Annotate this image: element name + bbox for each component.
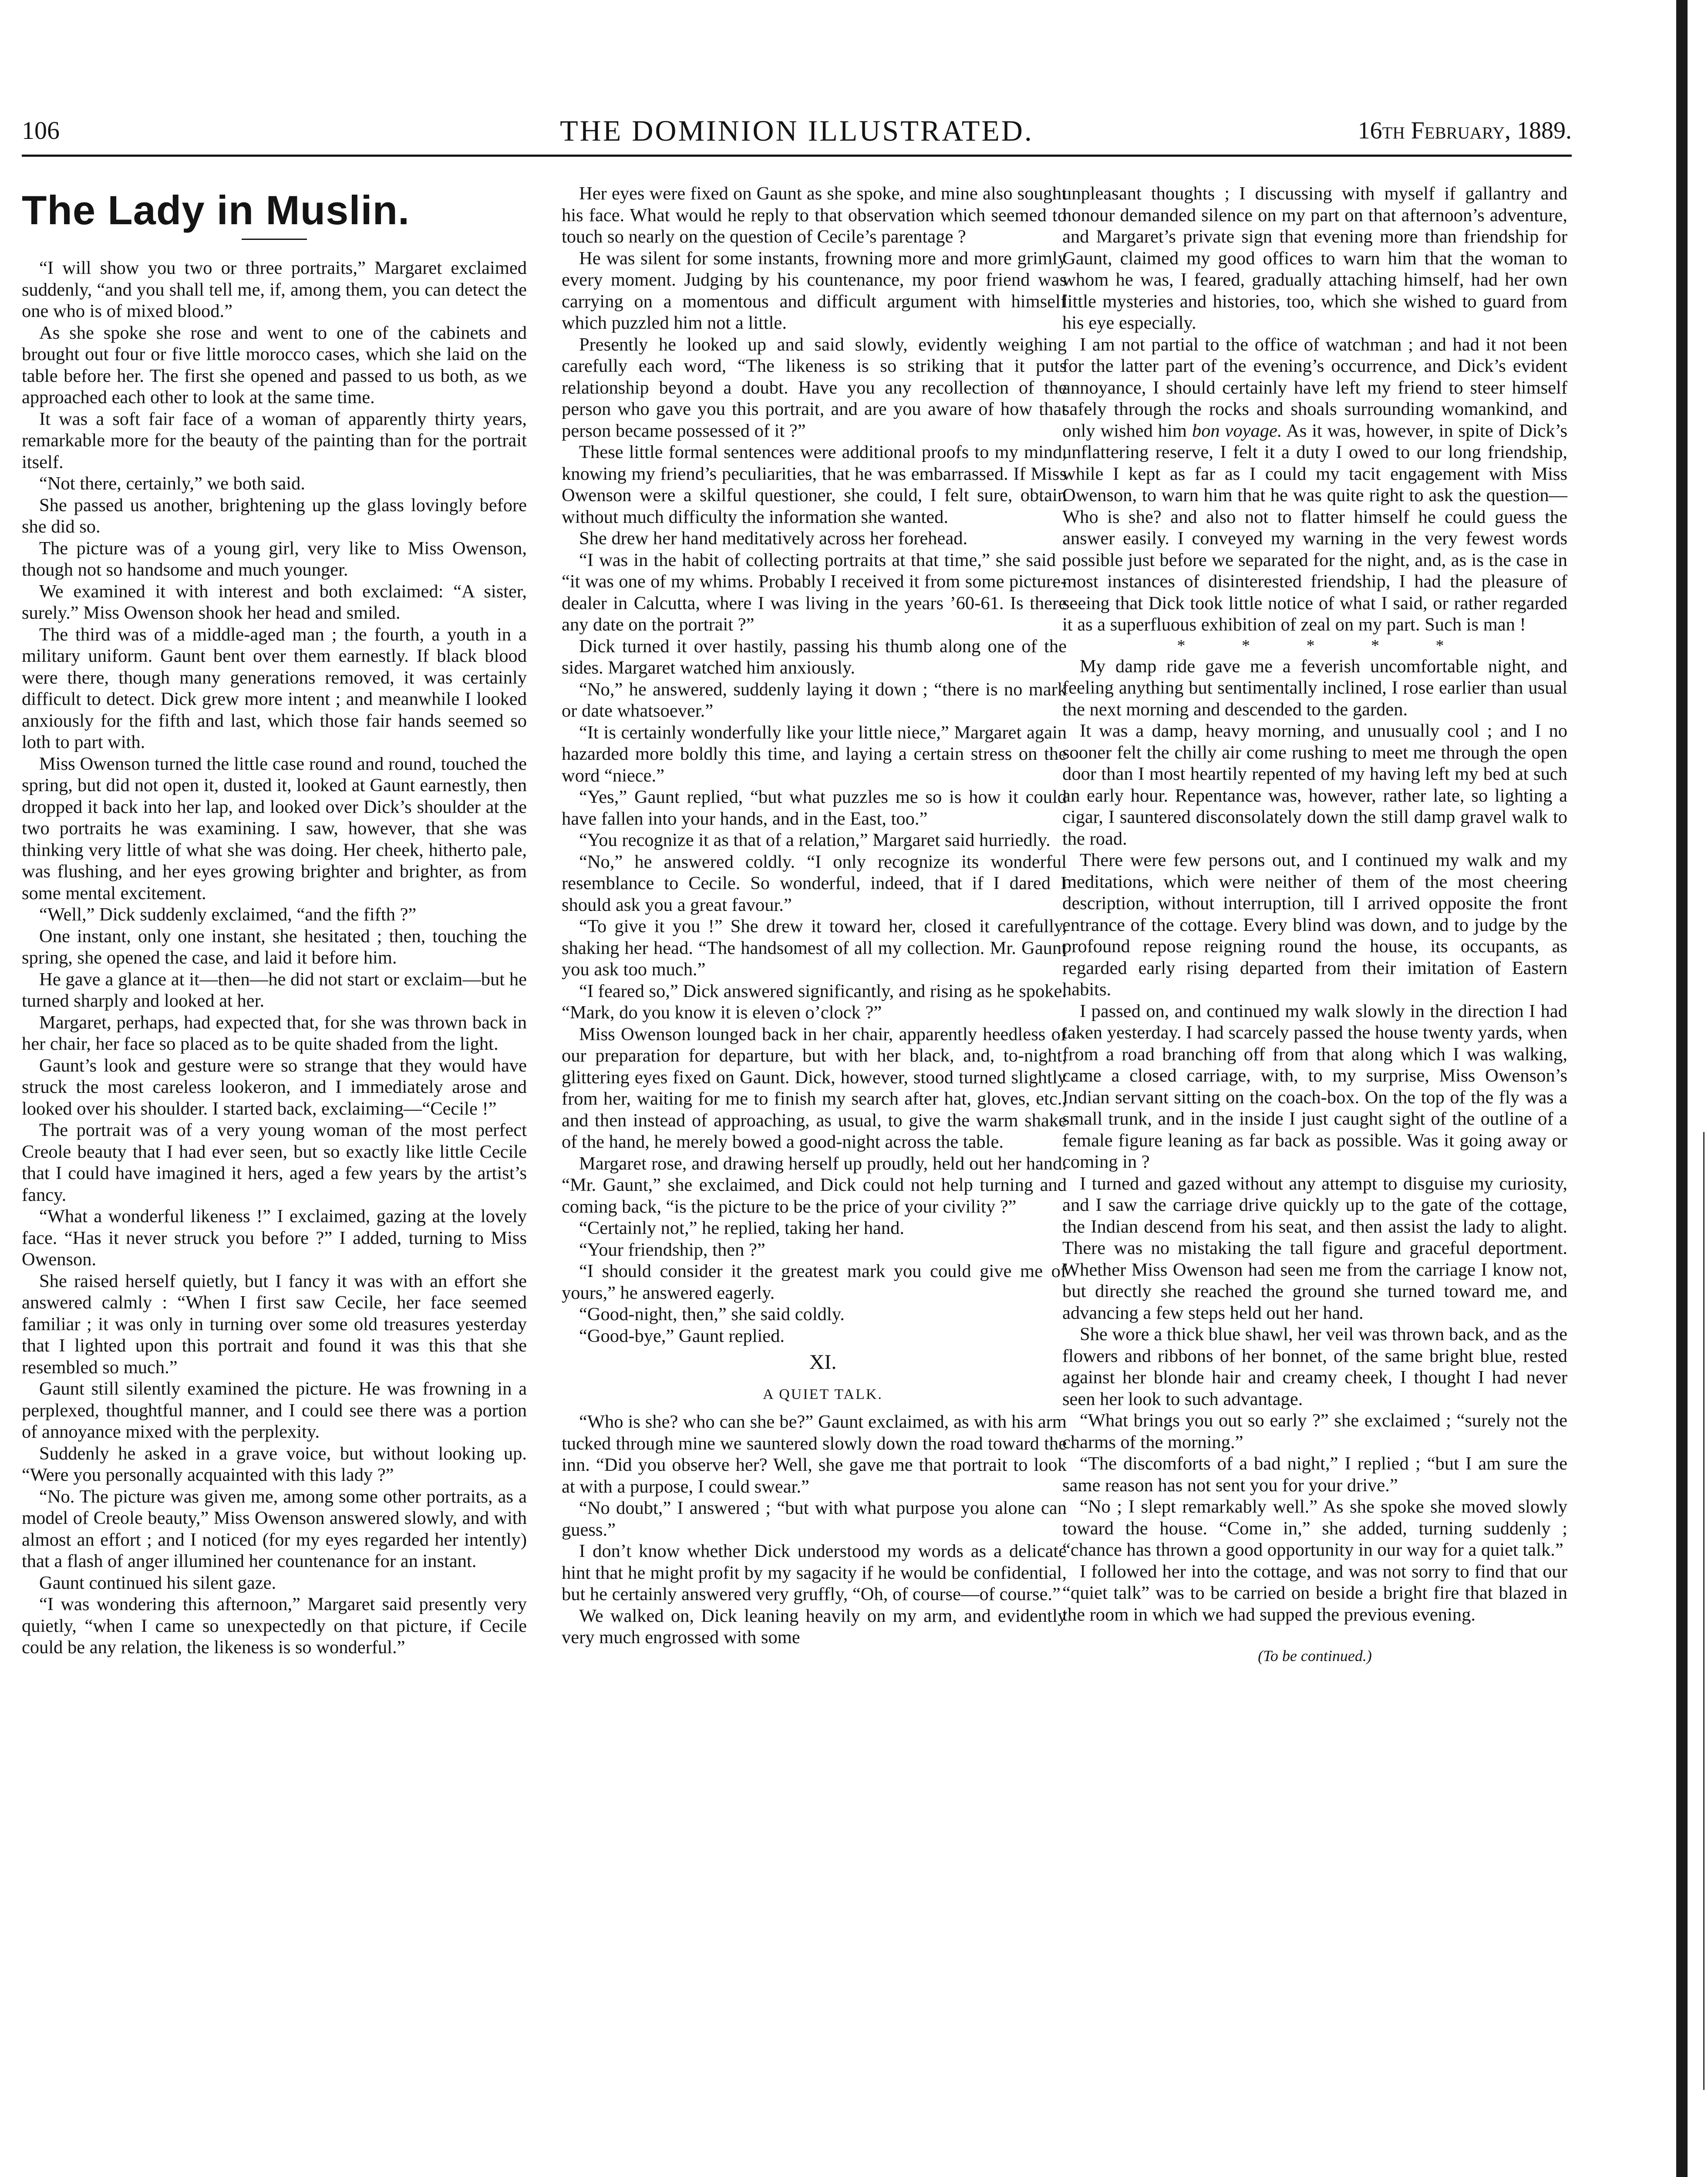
paragraph: “It is certainly wonderfully like your little niece,” Margaret again hazarded more boldly this time, and laying a certain stress on the word “niece.”: [562, 722, 1067, 786]
adjacent-page-edge: [1703, 1132, 1708, 2090]
paragraph: [1062, 334, 1567, 636]
paragraph: These little formal sentences were additional proofs to my mind, knowing my friend’s peculiarities, that he was embarrassed. If Miss Owenson were a skilful questioner, she could, I felt sure, obtain without much difficulty the information she wanted.: [562, 442, 1067, 527]
paragraph: “Good-bye,” Gaunt replied.: [579, 1325, 785, 1346]
paragraph: I passed on, and continued my walk slowly in the direction I had taken yesterday. I had scarcely passed the house twenty yards, when from a road branching off from that along which I was walking, came a closed carriage, with, to my surprise, Miss Owenson’s Indian servant sitting on the coach-box. On the top of the fly was a small trunk, and in the inside I just caught sight of the outline of a female figure leaning as far back as possible. Was it going away or coming in ?: [1062, 1001, 1567, 1172]
paragraph: She drew her hand meditatively across her forehead.: [579, 528, 968, 549]
paragraph: He gave a glance at it—then—he did not start or exclaim—but he turned sharply and looked at her.: [22, 969, 527, 1011]
paragraph: “No doubt,” I answered ; “but with what purpose you alone can guess.”: [562, 1498, 1067, 1540]
paragraph: Margaret rose, and drawing herself up proudly, held out her hand. “Mr. Gaunt,” she exclaimed, and Dick could not help turning and coming back, “is the picture to be the price of your civility ?”: [562, 1153, 1067, 1217]
paragraph: “No. The picture was given me, among some other portraits, as a model of Creole beauty,” Miss Owenson answered slowly, and with almost an effort ; and I noticed (for my eyes regarded her intently) that a flash of anger illumined her countenance for an instant.: [22, 1486, 527, 1571]
chapter-number: XI.: [809, 1351, 837, 1374]
paragraph: “Who is she? who can she be?” Gaunt exclaimed, as with his arm tucked through mine we sauntered slowly down the road toward the inn. “Did you observe her? Well, she gave me that portrait to look at with a purpose, I could swear.”: [562, 1412, 1067, 1497]
paragraph: “No ; I slept remarkably well.” As she spoke she moved slowly toward the house. “Come in,” she added, turning suddenly ; “chance has thrown a good opportunity in our way for a quiet talk.”: [1062, 1496, 1567, 1560]
paragraph: “Your friendship, then ?”: [579, 1239, 765, 1260]
paragraph: As she spoke she rose and went to one of the cabinets and brought out four or five little morocco cases, which she laid on the table before her. The first she opened and passed to us both, as we approached each other to look at the same time.: [22, 322, 527, 408]
paragraph: It was a damp, heavy morning, and unusually cool ; and I no sooner felt the chilly air come rushing to meet me through the open door than I most heartily repented of my having left my bed at such an early hour. Repentance was, however, rather late, so lighting a cigar, I sauntered disconsolately down the still damp gravel walk to the road.: [1062, 721, 1567, 849]
paragraph: “I will show you two or three portraits,” Margaret exclaimed suddenly, “and you shall tell me, if, among them, you can detect the one who is of mixed blood.”: [22, 258, 527, 321]
paragraph: It was a soft fair face of a woman of apparently thirty years, remarkable more for the beauty of the painting than for the portrait itself.: [22, 408, 527, 472]
paragraph: Presently he looked up and said slowly, evidently weighing carefully each word, “The likeness is so striking that it puts relationship beyond a doubt. Have you any recollection of the person who gave you this portrait, and are you aware of how that person became possessed of it ?”: [562, 334, 1067, 441]
paragraph: “I should consider it the greatest mark you could give me of yours,” he answered eagerly.: [562, 1261, 1067, 1303]
paragraph: We examined it with interest and both exclaimed: “A sister, surely.” Miss Owenson shook her head and smiled.: [22, 581, 527, 623]
paragraph-text: I am not partial to the office of watchman ; and had it not been for the latter part of the evening’s occurrence, and Dick’s evident annoyance, I should certainly have left my friend to steer himself safely through the rocks and shoals surrounding womankind, and only wished him: [1062, 334, 1567, 441]
paragraph: “Yes,” Gaunt replied, “but what puzzles me so is how it could have fallen into your hands, and in the East, too.”: [562, 787, 1067, 829]
paragraph: Miss Owenson lounged back in her chair, apparently heedless of our preparation for departure, but with her black, and, to-night, glittering eyes fixed on Gaunt. Dick, however, stood turned slightly from her, waiting for me to finish my search after hat, gloves, etc., and then instead of approaching, as usual, to give the warm shake of the hand, he merely bowed a good-night across the table.: [562, 1024, 1067, 1152]
paragraph: “Well,” Dick suddenly exclaimed, “and the fifth ?”: [39, 904, 417, 925]
paragraph: We walked on, Dick leaning heavily on my arm, and evidently very much engrossed with some: [562, 1605, 1067, 1648]
paragraph: “You recognize it as that of a relation,” Margaret said hurriedly.: [579, 830, 1051, 850]
paragraph: “No,” he answered, suddenly laying it down ; “there is no mark or date whatsoever.”: [562, 679, 1067, 721]
column-1: [22, 183, 527, 1658]
issue-date: 16th February, 1889.: [1358, 117, 1572, 144]
paragraph: She passed us another, brightening up the glass lovingly before she did so.: [22, 495, 527, 537]
paragraph: “The discomforts of a bad night,” I replied ; “but I am sure the same reason has not sent you for your drive.”: [1062, 1453, 1567, 1496]
paragraph: The third was of a middle-aged man ; the fourth, a youth in a military uniform. Gaunt bent over them earnestly. If black blood were there, though many generations removed, it was certainly difficult to detect. Dick grew more intent ; and meanwhile I looked anxiously for the fifth and last, which those fair hands seemed so loth to part with.: [22, 624, 527, 752]
paragraph: “What a wonderful likeness !” I exclaimed, gazing at the lovely face. “Has it never struck you before ?” I added, turning to Miss Owenson.: [22, 1206, 527, 1270]
paragraph: “To give it you !” She drew it toward her, closed it carefully, shaking her head. “The handsomest of all my collection. Mr. Gaunt you ask too much.”: [562, 916, 1067, 980]
column-3: [1062, 183, 1567, 1669]
column-3-paragraphs: [1062, 656, 1567, 1626]
paragraph: One instant, only one instant, she hesitated ; then, touching the spring, she opened the case, and laid it before him.: [22, 926, 527, 968]
paragraph: He was silent for some instants, frowning more and more grimly every moment. Judging by his countenance, my poor friend was carrying on a momentous and difficult argument with himself which puzzled him not a little.: [562, 248, 1067, 333]
paragraph-text: As it was, however, in spite of Dick’s unflattering reserve, I felt it a duty I owed to our long friendship, while I kept as far as I could my tacit engagement with Miss Owenson, to warn him that he was quite right to ask the question—Who is she? and also not to flatter himself he could guess the answer easily. I conveyed my warning in the very fewest words possible just before we separated for the night, and, as is the case in most instances of disinterested friendship, I had the pleasure of seeing that Dick took little notice of what I said, or rather regarded it as a superfluous exhibition of zeal on my part. Such is man !: [1062, 420, 1567, 635]
paragraph: I followed her into the cottage, and was not sorry to find that our “quiet talk” was to be carried on beside a bright fire that blazed in the room in which we had supped the previous evening.: [1062, 1561, 1567, 1625]
paragraph: I turned and gazed without any attempt to disguise my curiosity, and I saw the carriage drive quickly up to the gate of the cottage, the Indian descend from his seat, and then assist the lady to alight. There was no mistaking the tall figure and graceful deportment. Whether Miss Owenson had seen me from the carriage I know not, but directly she reached the ground she turned toward me, and advancing a few steps held out her hand.: [1062, 1173, 1567, 1323]
paragraph: “I was wondering this afternoon,” Margaret said presently very quietly, “when I came so unexpectedly on that picture, if Cecile could be any relation, the likeness is so wonderful.”: [22, 1594, 527, 1658]
paragraph: “What brings you out so early ?” she exclaimed ; “surely not the charms of the morning.”: [1062, 1410, 1567, 1452]
paragraph: “I was in the habit of collecting portraits at that time,” she said ; “it was one of my whims. Probably I received it from some picture-dealer in Calcutta, where I was living in the years ’60-61. Is there any date on the portrait ?”: [562, 549, 1067, 635]
paragraph: The picture was of a young girl, very like to Miss Owenson, though not so handsome and much younger.: [22, 538, 527, 580]
continued-note: (To be continued.): [1258, 1647, 1372, 1665]
paragraph: Gaunt continued his silent gaze.: [39, 1572, 276, 1593]
header-rule: [22, 155, 1572, 157]
binding-edge: [1676, 0, 1688, 2177]
paragraph: Suddenly he asked in a grave voice, but without looking up. “Were you personally acquainted with this lady ?”: [22, 1443, 527, 1485]
paragraph: She raised herself quietly, but I fancy it was with an effort she answered calmly : “When I first saw Cecile, her face seemed familiar ; it was only in turning over some old treasures yesterday that I lighted upon this portrait and found it was this that she resembled so much.”: [22, 1270, 527, 1378]
continued-paragraph: unpleasant thoughts ; I discussing with myself if gallantry and honour demanded silence on my part on that afternoon’s adventure, and Margaret’s private sign that evening more than friendship for Gaunt, claimed my good offices to warn him that the woman to whom he was, I feared, gradually attaching himself, had her own little mysteries and histories, too, which she wished to guard from his eye especially.: [1062, 183, 1567, 333]
column-2-paragraphs: [562, 183, 1067, 1347]
paragraph: “Certainly not,” he replied, taking her hand.: [579, 1218, 905, 1238]
paragraph: Margaret, perhaps, had expected that, for she was thrown back in her chair, her face so placed as to be quite shaded from the light.: [22, 1012, 527, 1054]
paragraph: I don’t know whether Dick understood my words as a delicate hint that he might profit by my sagacity if he would be confidential, but he certainly answered very gruffly, “Oh, of course—of course.”: [562, 1541, 1067, 1604]
paragraph: Gaunt’s look and gesture were so strange that they would have struck the most careless lookeron, and I immediately arose and looked over his shoulder. I started back, exclaiming—“Cecile !”: [22, 1055, 527, 1119]
story-title: The Lady in Muslin.: [22, 187, 410, 233]
paragraph: “Not there, certainly,” we both said.: [39, 473, 305, 494]
paragraph: Gaunt still silently examined the picture. He was frowning in a perplexed, thoughtful manner, and I could see there was a portion of annoyance mixed with the perplexity.: [22, 1378, 527, 1442]
paragraph: Miss Owenson turned the little case round and round, touched the spring, but did not open it, dusted it, looked at Gaunt earnestly, then dropped it back into her lap, and looked over Dick’s shoulder at the two portraits he was examining. I saw, however, that she was thinking very little of what she was doing. Her cheek, hitherto pale, was flushing, and her eyes growing brighter and brighter, as from some mental excitement.: [22, 753, 527, 903]
paragraph: Dick turned it over hastily, passing his thumb along one of the sides. Margaret watched him anxiously.: [562, 636, 1067, 678]
italic-phrase: bon voyage.: [1192, 420, 1282, 441]
paragraph: Her eyes were fixed on Gaunt as she spoke, and mine also sought his face. What would he reply to that observation which seemed to touch so nearly on the question of Cecile’s parentage ?: [562, 183, 1067, 247]
section-break: * * * * *: [1177, 636, 1470, 655]
paragraph: “Good-night, then,” she said coldly.: [579, 1304, 845, 1324]
paragraph: There were few persons out, and I continued my walk and my meditations, which were neither of them of the most cheering description, without interruption, till I arrived opposite the front entrance of the cottage. Every blind was down, and to judge by the profound repose reigning round the house, its occupants, as regarded early rising departed from their imitation of Eastern habits.: [1062, 850, 1567, 1000]
page-number: 106: [22, 116, 60, 145]
column-1-paragraphs: [22, 257, 527, 1658]
chapter-title: A QUIET TALK.: [763, 1386, 883, 1402]
page-header: [22, 111, 1572, 150]
paragraph: The portrait was of a very young woman of the most perfect Creole beauty that I had ever seen, but so exactly like little Cecile that I could have imagined it hers, aged a few years by the artist’s fancy.: [22, 1120, 527, 1205]
chapter-paragraphs: [562, 1411, 1067, 1648]
title-rule: [242, 239, 307, 240]
paragraph: “No,” he answered coldly. “I only recognize its wonderful resemblance to Cecile. So wonderful, indeed, that if I dared I should ask you a great favour.”: [562, 851, 1067, 915]
paragraph: My damp ride gave me a feverish uncomfortable night, and feeling anything but sentimentally inclined, I rose earlier than usual the next morning and descended to the garden.: [1062, 656, 1567, 720]
paragraph: “I feared so,” Dick answered significantly, and rising as he spoke. “Mark, do you know it is eleven o’clock ?”: [562, 981, 1067, 1023]
column-2: [562, 183, 1067, 1648]
paragraph: She wore a thick blue shawl, her veil was thrown back, and as the flowers and ribbons of her bonnet, of the same bright blue, rested against her blonde hair and creamy cheek, I thought I had never seen her look to such advantage.: [1062, 1324, 1567, 1409]
publication-title: THE DOMINION ILLUSTRATED.: [560, 114, 1034, 147]
